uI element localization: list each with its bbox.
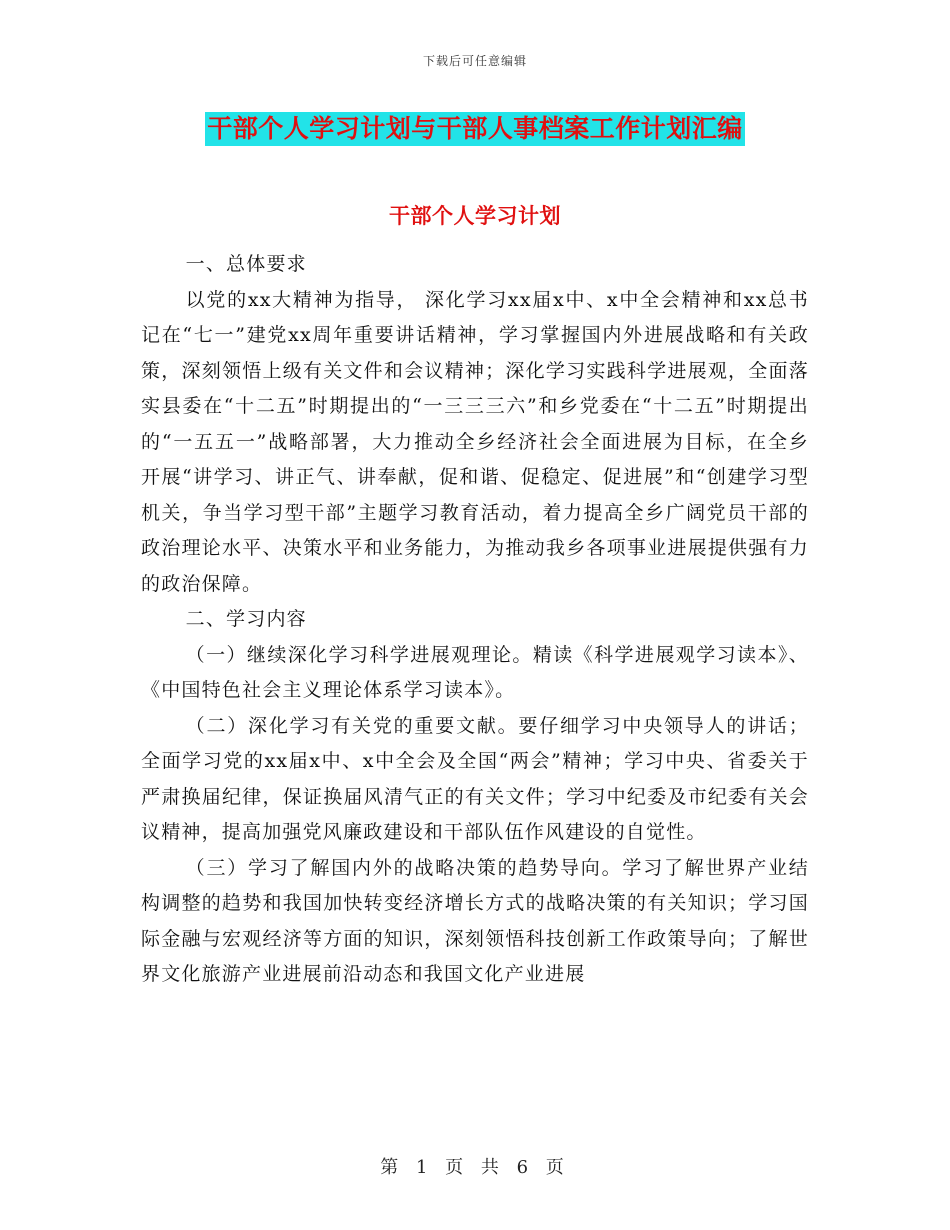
heading-general-requirements: 一、总体要求	[185, 253, 307, 275]
paragraph-study-item-1: （一）继续深化学习科学进展观理论。精读《科学进展观学习读本》、《中国特色社会主义理论体系学习读本》。	[141, 643, 809, 701]
heading-study-content: 二、学习内容	[185, 608, 307, 630]
section-title: 干部个人学习计划	[389, 203, 561, 228]
main-title-container	[0, 112, 950, 146]
header-note: 下载后可任意编辑	[422, 54, 527, 68]
paragraph-study-item-3: （三）学习了解国内外的战略决策的趋势导向。学习了解世界产业结构调整的趋势和我国加快转变经济增长方式的战略决策的有关知识；学习国际金融与宏观经济等方面的知识，深刻领悟科技创新工作政策导向；了解世界文化旅游产业进展前沿动态和我国文化产业进展	[141, 856, 809, 985]
page-footer: 第 1 页 共 6 页	[380, 1157, 570, 1178]
main-title: 干部个人学习计划与干部人事档案工作计划汇编	[205, 112, 745, 146]
paragraph-study-item-2: （二）深化学习有关党的重要文献。要仔细学习中央领导人的讲话；全面学习党的xx届x中、x中全会及全国“两会”精神；学习中央、省委关于严肃换届纪律，保证换届风清气正的有关文件；学习中纪委及市纪委有关会议精神，提高加强党风廉政建设和干部队伍作风建设的自觉性。	[141, 714, 809, 843]
paragraph-general-requirements: 以党的xx大精神为指导， 深化学习xx届x中、x中全会精神和xx总书记在“七一”建党xx周年重要讲话精神，学习掌握国内外进展战略和有关政策，深刻领悟上级有关文件和会议精神；深化学习实践科学进展观，全面落实县委在“十二五”时期提出的“一三三三六”和乡党委在“十二五”时期提出的“一五五一”战略部署，大力推动全乡经济社会全面进展为目标，在全乡开展“讲学习、讲正气、讲奉献，促和谐、促稳定、促进展”和“创建学习型机关，争当学习型干部”主题学习教育活动，着力提高全乡广阔党员干部的政治理论水平、决策水平和业务能力，为推动我乡各项事业进展提供强有力的政治保障。	[141, 288, 809, 595]
document-body	[141, 247, 809, 993]
